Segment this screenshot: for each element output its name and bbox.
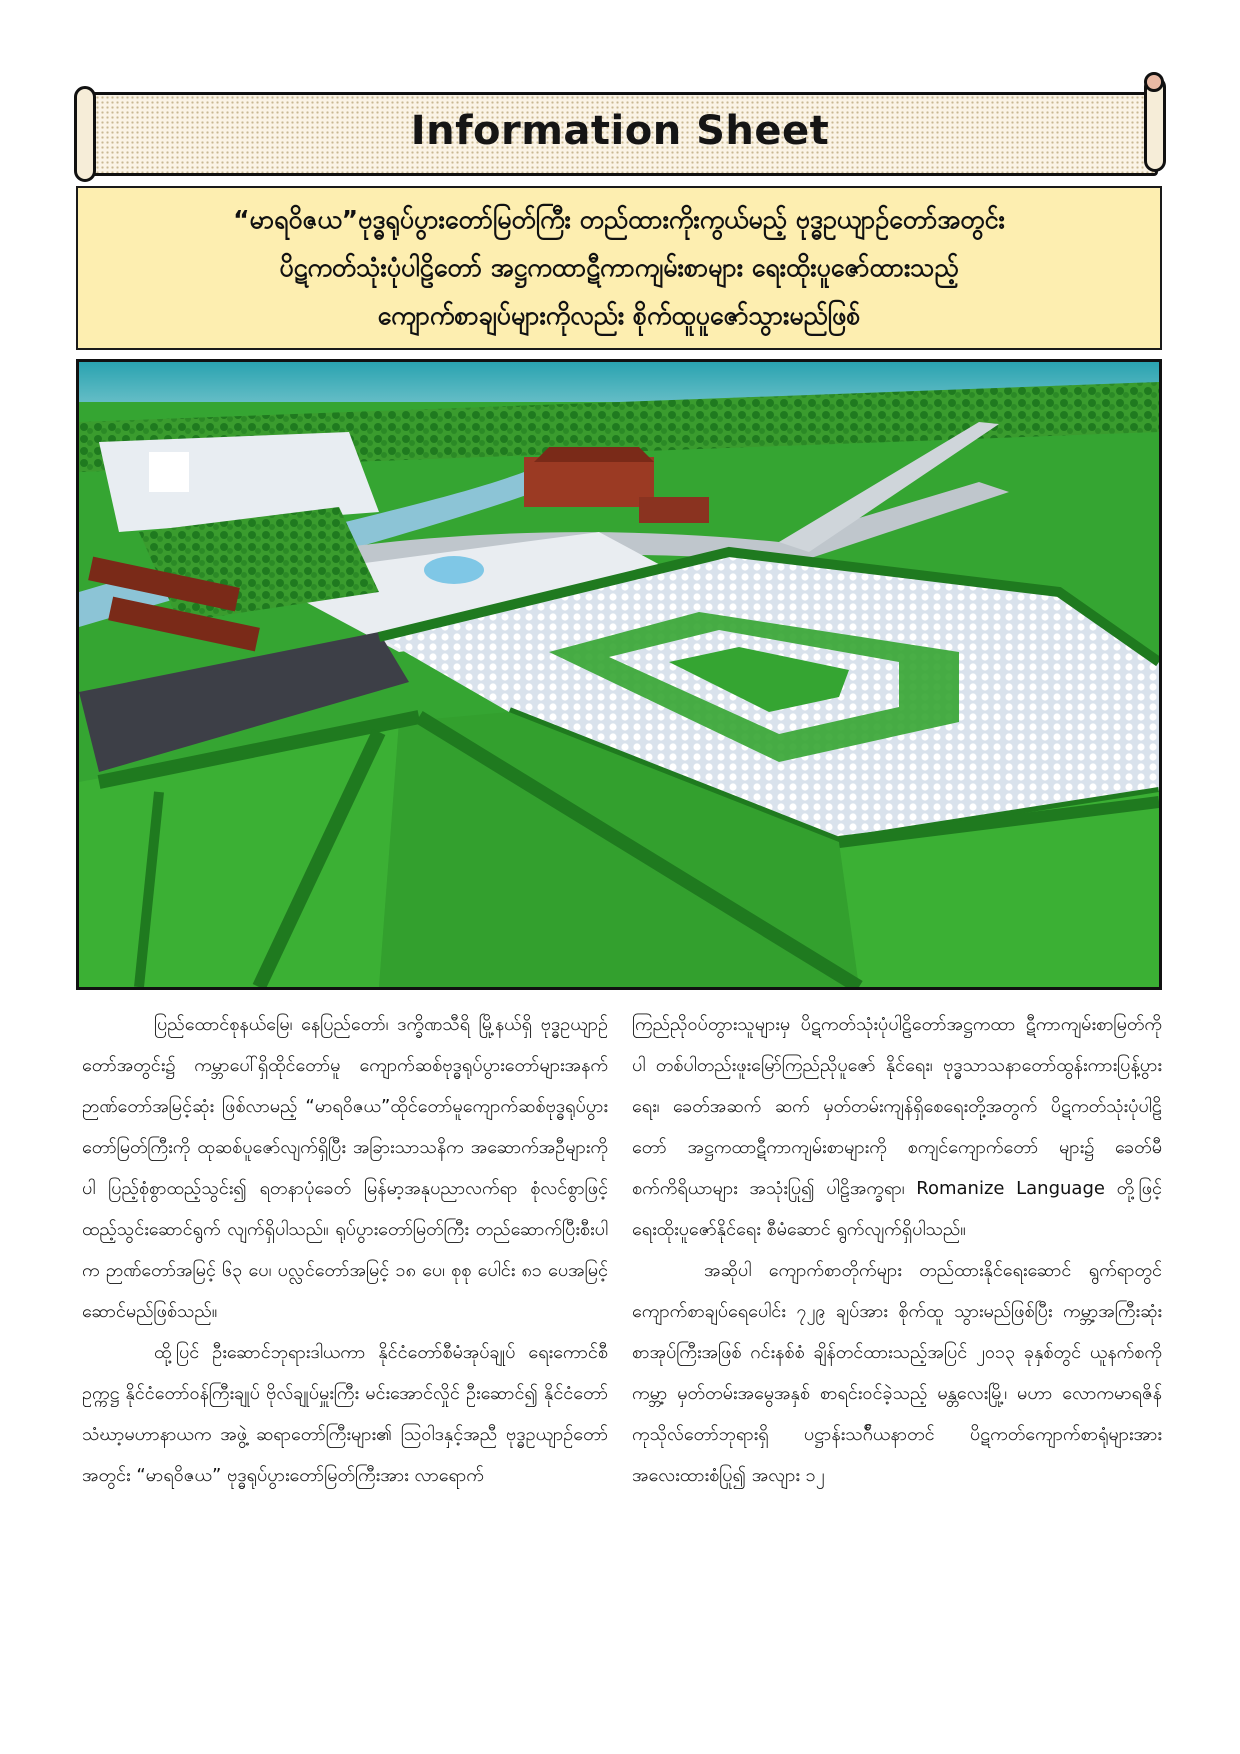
headline-box: [76, 186, 1162, 350]
body-paragraph: အဆိုပါ ကျောက်စာတိုက်များ တည်ထားနိုင်ရေးဆောင် ရွက်ရာတွင် ကျောက်စာချပ်ရေပေါင်း ၇၂၉ ချပ်အား စိုက်ထူ သွားမည်ဖြစ်ပြီး ကမ္ဘာ့အကြီးဆုံးစာအုပ်ကြီးအဖြစ် ဂင်းနစ်စံ ချိန်တင်ထားသည့်အပြင် ၂၀၁၃ ခုနှစ်တွင် ယူနက်စကိုကမ္ဘာ့ မှတ်တမ်းအမွေအနှစ် စာရင်းဝင်ခဲ့သည့် မန္တလေးမြို့၊ မဟာ လောကမာရဇိန်ကုသိုလ်တော်ဘုရားရှိ ပဋ္ဌာန်းသဂ်ီယနာတင် ပိဋကတ်ကျောက်စာရုံများအား အလေးထားစံပြု၍ အလျား ၁၂: [632, 1260, 1162, 1486]
aerial-render-pagoda-grounds-icon: [79, 362, 1159, 987]
body-column-left: [82, 1004, 608, 1496]
page-title: Information Sheet: [410, 108, 830, 154]
body-paragraph: ကြည်ညိုဝပ်တွားသူများမှ ပိဋကတ်သုံးပုံပါဠိတော်အဋ္ဌကထာ ဋီကာကျမ်းစာမြတ်ကိုပါ တစ်ပါတည်းဖူးမြော်ကြည်ညိုပူဇော် နိုင်ရေး၊ ဗုဒ္ဓသာသနာတော်ထွန်းကားပြန့်ပွားရေး၊ ခေတ်အဆက် ဆက် မှတ်တမ်းကျန်ရှိစေရေးတို့အတွက် ပိဋကတ်သုံးပုံပါဠိ တော် အဋ္ဌကထာဋီကာကျမ်းစာများကို စကျင်ကျောက်တော် များ၌ ခေတ်မီစက်ကိရိယာများ အသုံးပြု၍ ပါဠိအက္ခရာ၊ Romanize Language တို့ဖြင့် ရေးထိုးပူဇော်နိုင်ရေး စီမံဆောင် ရွက်လျက်ရှိပါသည်။: [632, 1014, 1162, 1240]
scroll-knob-icon: [1144, 72, 1164, 92]
body-paragraph: ထို့ပြင် ဦးဆောင်ဘုရားဒါယကာ နိုင်ငံတော်စီမံအုပ်ချုပ် ရေးကောင်စီဥက္ကဋ္ဌ နိုင်ငံတော်ဝန်ကြီးချုပ် ဗိုလ်ချုပ်မှူးကြီး မင်းအောင်လှိုင် ဦးဆောင်၍ နိုင်ငံတော်သံဃာ့မဟာနာယက အဖွဲ့ ဆရာတော်ကြီးများ၏ ဩဝါဒနှင့်အညီ ဗုဒ္ဓဥယျာဉ်တော် အတွင်း “မာရဝိဇယ” ဗုဒ္ဓရုပ်ပွားတော်မြတ်ကြီးအား လာရောက်: [82, 1342, 608, 1486]
headline-line-2: ပိဋကတ်သုံးပုံပါဠိတော် အဋ္ဌကထာဋီကာကျမ်းစာများ ရေးထိုးပူဇော်ထားသည့်: [279, 253, 959, 282]
headline-line-1: “မာရဝိဇယ”ဗုဒ္ဓရုပ်ပွားတော်မြတ်ကြီး တည်ထားကိုးကွယ်မည့် ဗုဒ္ဓဥယျာဉ်တော်အတွင်း: [233, 205, 1005, 234]
body-column-right: [632, 1004, 1162, 1496]
body-paragraph: ပြည်ထောင်စုနယ်မြေ၊ နေပြည်တော်၊ ဒက္ခိဏသီရိ မြို့နယ်ရှိ ဗုဒ္ဓဥယျာဉ်တော်အတွင်း၌ ကမ္ဘာပေါ်ရှိထိုင်တော်မူ ကျောက်ဆစ်ဗုဒ္ဓရုပ်ပွားတော်များအနက် ဉာဏ်တော်အမြင့်ဆုံး ဖြစ်လာမည့် “မာရဝိဇယ”ထိုင်တော်မူကျောက်ဆစ်ဗုဒ္ဓရုပ်ပွား တော်မြတ်ကြီးကို ထုဆစ်ပူဇော်လျက်ရှိပြီး အခြားသာသနိက အဆောက်အဦများကိုပါ ပြည့်စုံစွာထည့်သွင်း၍ ရတနာပုံခေတ် မြန်မာ့အနုပညာလက်ရာ စုံလင်စွာဖြင့် ထည့်သွင်းဆောင်ရွက် လျက်ရှိပါသည်။ ရုပ်ပွားတော်မြတ်ကြီး တည်ဆောက်ပြီးစီးပါ က ဉာဏ်တော်အမြင့် ၆၃ ပေ၊ ပလ္လင်တော်အမြင့် ၁၈ ပေ၊ စုစု ပေါင်း ၈၁ ပေအမြင့် ဆောင်မည်ဖြစ်သည်။: [82, 1014, 608, 1322]
headline-line-3: ကျောက်စာချပ်များကိုလည်း စိုက်ထူပူဇော်သွားမည်ဖြစ်: [377, 301, 861, 330]
title-banner: [74, 86, 1166, 182]
aerial-image: [76, 359, 1162, 990]
